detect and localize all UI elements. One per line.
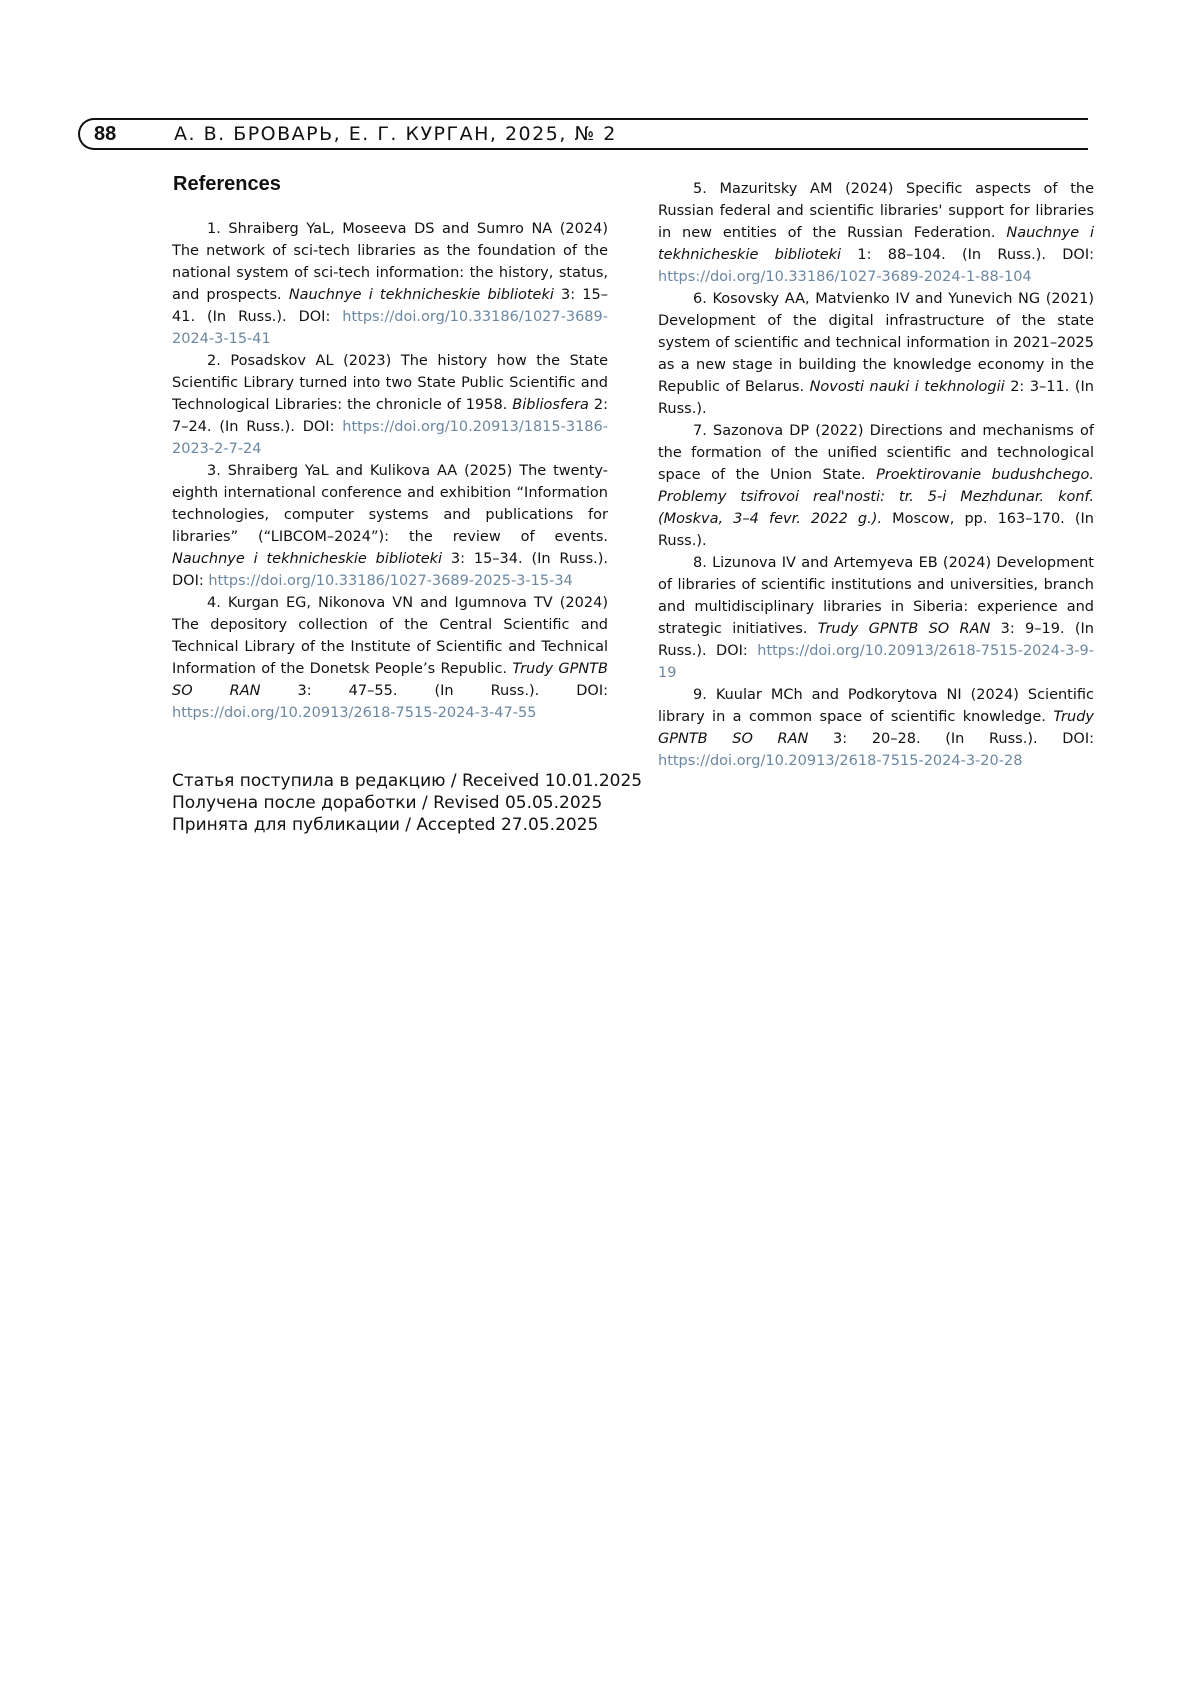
doi-link[interactable]: https://doi.org/10.20913/2618-7515-2024-3-20-28 [658, 753, 1023, 769]
references-heading: References [173, 173, 281, 195]
page-number: 88 [94, 123, 117, 145]
reference-item: 1. Shraiberg YaL, Moseeva DS and Sumro NA (2024) The network of sci-tech libraries as the foundation of the national system of sci-tech information: the history, status, and prospects. Nauchnye i tekhnicheskie biblioteki 3: 15–41. (In Russ.). DOI: https://doi.org/10.33186/1027-3689-2024-3-15-41 [172, 221, 608, 347]
revised-date: Получена после доработки / Revised 05.05.2025 [172, 793, 603, 813]
accepted-date: Принята для публикации / Accepted 27.05.2025 [172, 815, 599, 835]
doi-link[interactable]: https://doi.org/10.20913/1815-3186-2023-2-7-24 [172, 419, 608, 457]
doi-link[interactable]: https://doi.org/10.33186/1027-3689-2024-3-15-41 [172, 309, 608, 347]
doi-link[interactable]: https://doi.org/10.20913/2618-7515-2024-3-9-19 [658, 643, 1094, 681]
reference-item: 4. Kurgan EG, Nikonova VN and Igumnova TV (2024) The depository collection of the Central Scientific and Technical Library of the Institute of Scientific and Technical Information of the Donetsk People’s Republic. Trudy GPNTB SO RAN 3: 47–55. (In Russ.). DOI: https://doi.org/10.20913/2618-7515-2024-3-47-55 [172, 595, 608, 721]
references-column-left [172, 173, 608, 724]
doi-link[interactable]: https://doi.org/10.20913/2618-7515-2024-3-47-55 [172, 705, 537, 721]
received-date: Статья поступила в редакцию / Received 10.01.2025 [172, 771, 643, 791]
reference-item: 7. Sazonova DP (2022) Directions and mechanisms of the formation of the unified scientific and technological space of the Union State. Proektirovanie budushchego. Problemy tsifrovoi real'nosti: tr. 5-i Mezhdunar. konf. (Moskva, 3–4 fevr. 2022 g.). Moscow, pp. 163–170. (In Russ.). [658, 423, 1094, 549]
reference-item: 3. Shraiberg YaL and Kulikova AA (2025) The twenty-eighth international conference and exhibition “Information technologies, computer systems and publications for libraries” (“LIBCOM–2024”): the review of events. Nauchnye i tekhnicheskie biblioteki 3: 15–34. (In Russ.). DOI: https://doi.org/10.33186/1027-3689-2025-3-15-34 [172, 463, 608, 589]
reference-item: 2. Posadskov AL (2023) The history how the State Scientific Library turned into two State Public Scientific and Technological Libraries: the chronicle of 1958. Bibliosfera 2: 7–24. (In Russ.). DOI: https://doi.org/10.20913/1815-3186-2023-2-7-24 [172, 353, 608, 457]
doi-link[interactable]: https://doi.org/10.33186/1027-3689-2025-3-15-34 [208, 573, 573, 589]
reference-item: 9. Kuular MCh and Podkorytova NI (2024) Scientific library in a common space of scientific knowledge. Trudy GPNTB SO RAN 3: 20–28. (In Russ.). DOI: https://doi.org/10.20913/2618-7515-2024-3-20-28 [658, 687, 1094, 769]
references-column-right [658, 178, 1094, 772]
running-title: А. В. БРОВАРЬ, Е. Г. КУРГАН, 2025, № 2 [174, 123, 617, 145]
running-head [78, 118, 1088, 150]
reference-item: 8. Lizunova IV and Artemyeva EB (2024) Development of libraries of scientific institutions and universities, branch and multidisciplinary libraries in Siberia: experience and strategic initiatives. Trudy GPNTB SO RAN 3: 9–19. (In Russ.). DOI: https://doi.org/10.20913/2618-7515-2024-3-9-19 [658, 555, 1095, 681]
article-dates [172, 770, 642, 836]
reference-item: 6. Kosovsky AA, Matvienko IV and Yunevich NG (2021) Development of the digital infrastructure of the state system of scientific and technical information in 2021–2025 as a new stage in building the knowledge economy in the Republic of Belarus. Novosti nauki i tekhnologii 2: 3–11. (In Russ.). [658, 291, 1094, 417]
reference-item: 5. Mazuritsky AM (2024) Specific aspects of the Russian federal and scientific libraries' support for libraries in new entities of the Russian Federation. Nauchnye i tekhnicheskie biblioteki 1: 88–104. (In Russ.). DOI: https://doi.org/10.33186/1027-3689-2024-1-88-104 [658, 181, 1095, 285]
doi-link[interactable]: https://doi.org/10.33186/1027-3689-2024-1-88-104 [658, 269, 1032, 285]
